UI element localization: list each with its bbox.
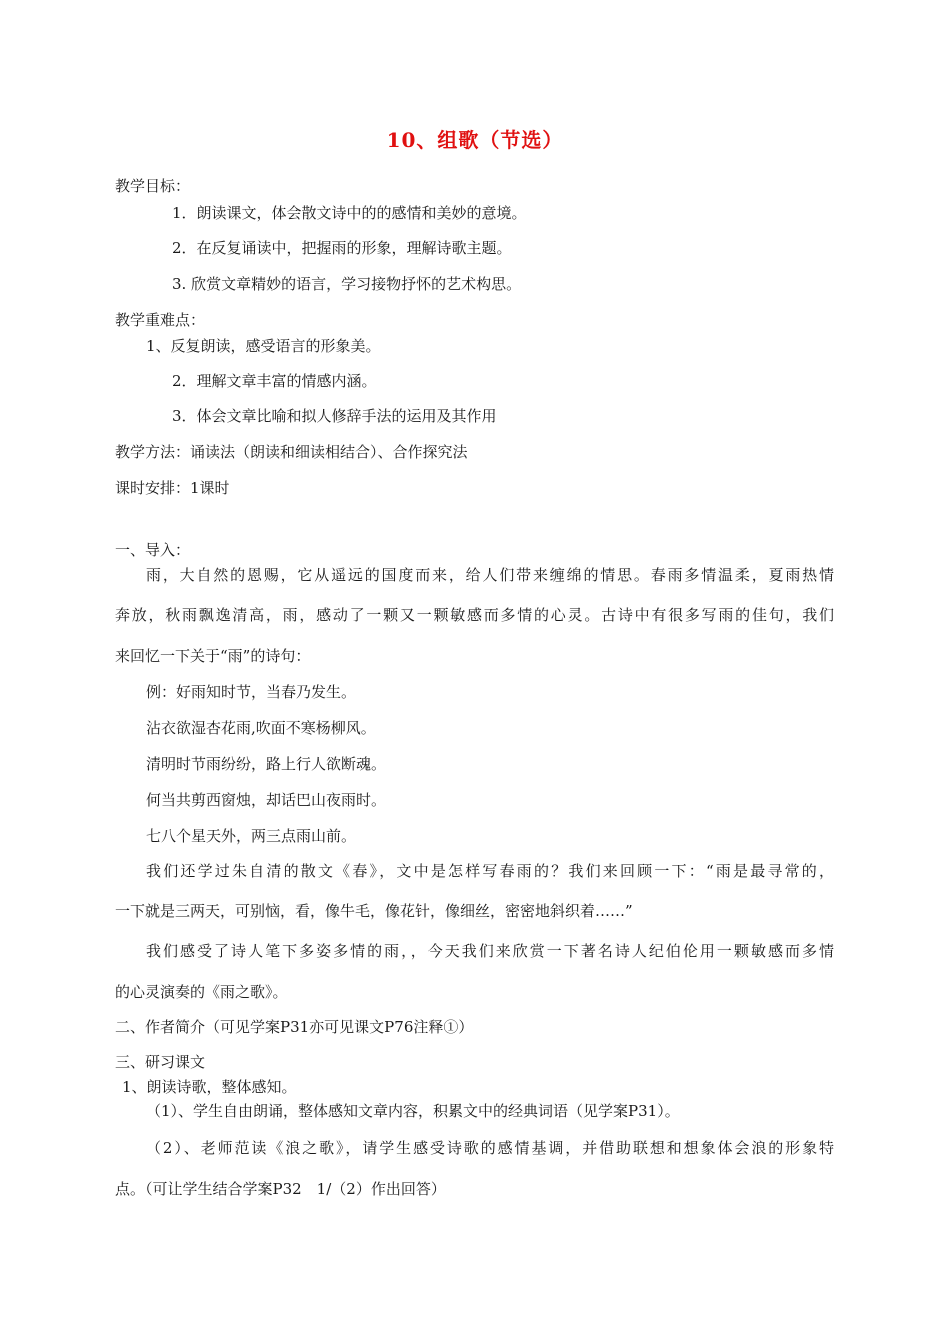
paragraph-line: 我们感受了诗人笔下多姿多情的雨，，今天我们来欣赏一下著名诗人纪伯伦用一颗敏感而多情: [146, 942, 834, 960]
section-heading-key-points: 教学重难点：: [115, 311, 206, 329]
section-heading-objectives: 教学目标：: [115, 177, 191, 195]
study-substep: （1）、学生自由朗诵，整体感知文章内容，积累文中的经典词语（见学案P31）。: [146, 1102, 680, 1120]
poem-line: 沾衣欲湿杏花雨,吹面不寒杨柳风。: [146, 719, 376, 737]
section-heading-intro: 一、导入：: [115, 541, 191, 559]
paragraph-line: 来回忆一下关于“雨”的诗句：: [115, 647, 311, 665]
objective-item: 3. 欣赏文章精妙的语言，学习接物抒怀的艺术构思。: [172, 275, 522, 293]
key-point-item: 1、反复朗读，感受语言的形象美。: [146, 337, 381, 355]
study-substep: （2）、老师范读《浪之歌》，请学生感受诗歌的感情基调，并借助联想和想象体会浪的形象特: [146, 1139, 834, 1157]
key-point-item: 3．体会文章比喻和拟人修辞手法的运用及其作用: [172, 407, 497, 425]
paragraph-line: 一下就是三两天，可别恼，看，像牛毛，像花针，像细丝，密密地斜织着……”: [115, 902, 633, 920]
class-schedule: 课时安排：1课时: [115, 479, 230, 497]
study-substep: 点。（可让学生结合学案P32 1/（2）作出回答）: [115, 1180, 446, 1198]
poem-line: 清明时节雨纷纷，路上行人欲断魂。: [146, 755, 387, 773]
objective-item: 2．在反复诵读中，把握雨的形象，理解诗歌主题。: [172, 239, 512, 257]
study-step: 1、朗读诗歌，整体感知。: [122, 1078, 297, 1096]
poem-line: 例：好雨知时节，当春乃发生。: [146, 683, 357, 701]
poem-line: 七八个星天外，两三点雨山前。: [146, 827, 357, 845]
paragraph-line: 我们还学过朱自清的散文《春》，文中是怎样写春雨的？我们来回顾一下：“雨是最寻常的，: [146, 862, 834, 880]
teaching-method: 教学方法：诵读法（朗读和细读相结合）、合作探究法: [115, 443, 468, 461]
paragraph-line: 奔放，秋雨飘逸清高，雨，感动了一颗又一颗敏感而多情的心灵。古诗中有很多写雨的佳句，我们: [115, 606, 834, 624]
poem-line: 何当共剪西窗烛，却话巴山夜雨时。: [146, 791, 387, 809]
section-heading-author: 二、作者简介（可见学案P31亦可见课文P76注释①）: [115, 1018, 474, 1036]
paragraph-line: 雨，大自然的恩赐，它从遥远的国度而来，给人们带来缠绵的情思。春雨多情温柔，夏雨热情: [146, 566, 834, 584]
objective-item: 1．朗读课文，体会散文诗中的的感情和美妙的意境。: [172, 204, 527, 222]
section-heading-study: 三、研习课文: [115, 1053, 206, 1071]
paragraph-line: 的心灵演奏的《雨之歌》。: [115, 983, 288, 1001]
document-title: 10、组歌（节选）: [386, 128, 564, 152]
key-point-item: 2．理解文章丰富的情感内涵。: [172, 372, 377, 390]
